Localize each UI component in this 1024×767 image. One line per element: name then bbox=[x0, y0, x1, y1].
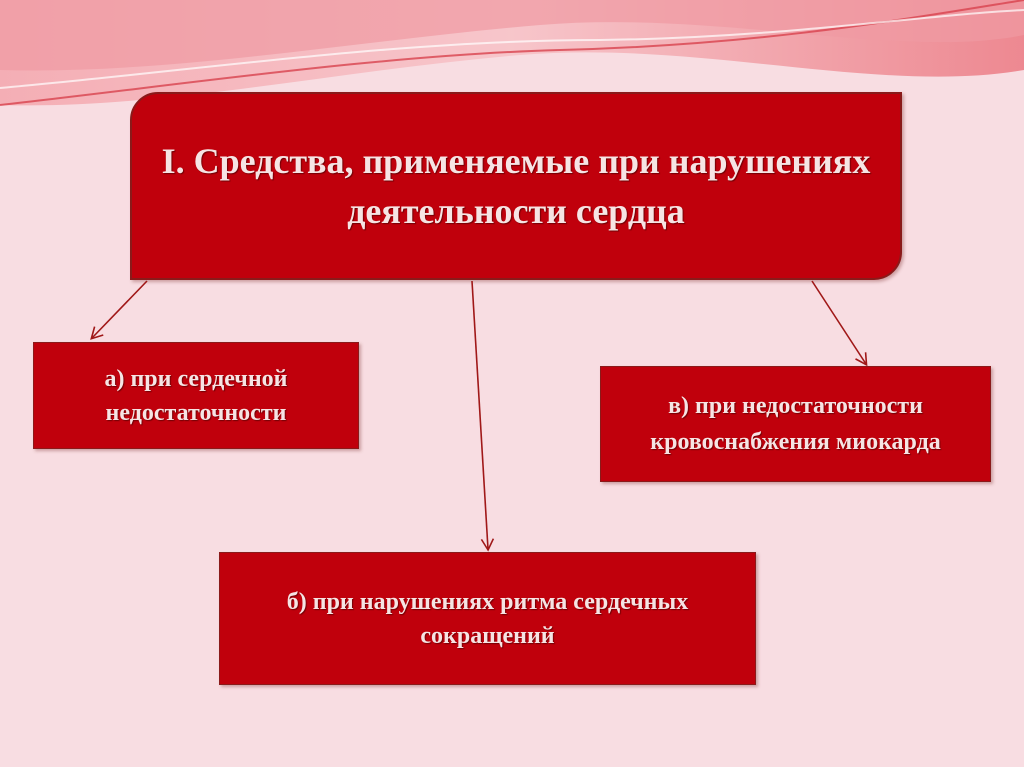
main-category-title: I. Средства, применяемые при нарушениях деятельности сердца bbox=[161, 141, 871, 231]
branch-box-b bbox=[219, 552, 756, 685]
branch-box-a bbox=[33, 342, 359, 449]
branch-c-label: в) при недостаточности кровоснабжения миокарда bbox=[650, 393, 941, 455]
branch-a-label: а) при сердечной недостаточности bbox=[104, 365, 288, 426]
branch-b-label: б) при нарушениях ритма сердечных сокращений bbox=[286, 588, 689, 649]
branch-box-c bbox=[600, 366, 991, 482]
main-category-box bbox=[130, 92, 902, 280]
